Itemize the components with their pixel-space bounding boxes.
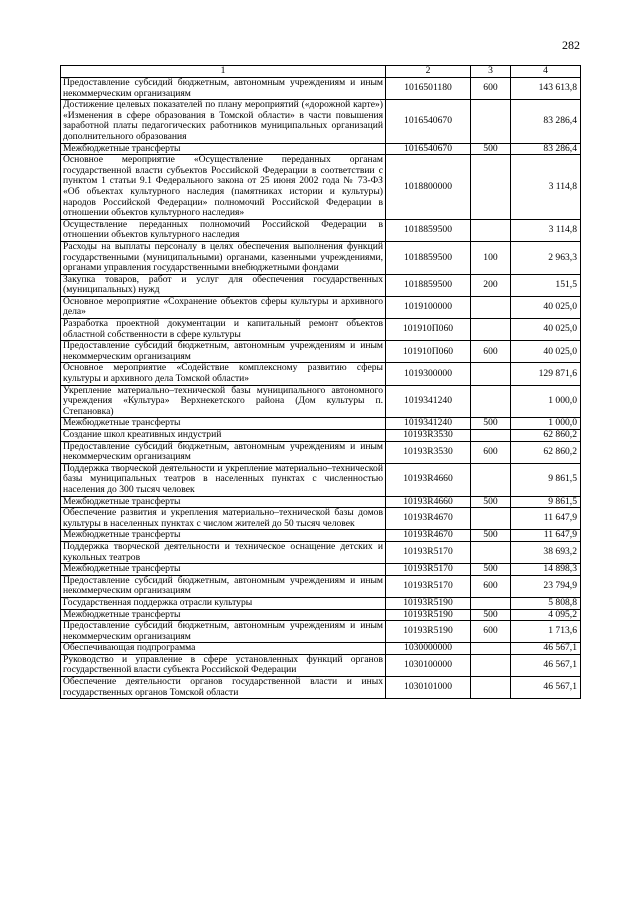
row-name: Обеспечение деятельности органов государственной власти и иных государственных органов Томской области: [61, 677, 386, 699]
row-code: 1016540670: [386, 143, 471, 155]
row-expense-type: [471, 597, 511, 609]
row-name: Руководство и управление в сфере установленных функций органов государственной власти субъекта Российской Федерации: [61, 654, 386, 676]
page-number: 282: [562, 38, 580, 52]
table-row: [61, 155, 581, 220]
row-code: 101910П060: [386, 319, 471, 341]
row-amount: 83 286,4: [511, 100, 581, 143]
table-row: [61, 496, 581, 508]
row-name: Разработка проектной документации и капитальный ремонт объектов областной собственности в сфере культуры: [61, 319, 386, 341]
row-code: 10193R3530: [386, 430, 471, 442]
table-row: [61, 430, 581, 442]
row-amount: 1 713,6: [511, 621, 581, 643]
row-expense-type: 600: [471, 441, 511, 463]
table-row: [61, 530, 581, 542]
row-name: Межбюджетные трансферты: [61, 143, 386, 155]
row-code: 1019100000: [386, 296, 471, 318]
row-code: 1016501180: [386, 78, 471, 100]
row-name: Межбюджетные трансферты: [61, 418, 386, 430]
row-expense-type: [471, 463, 511, 496]
row-name: Предоставление субсидий бюджетным, автономным учреждениям и иным некоммерческим организациям: [61, 441, 386, 463]
row-expense-type: 500: [471, 609, 511, 621]
header-row: [61, 66, 581, 78]
row-code: 1018859500: [386, 274, 471, 296]
row-amount: 40 025,0: [511, 296, 581, 318]
header-col-3: 3: [471, 66, 511, 78]
table-row: [61, 100, 581, 143]
row-code: 10193R3530: [386, 441, 471, 463]
row-code: 1018859500: [386, 219, 471, 241]
row-amount: 9 861,5: [511, 496, 581, 508]
row-amount: 2 963,3: [511, 241, 581, 274]
row-expense-type: [471, 385, 511, 418]
row-code: 10193R4660: [386, 496, 471, 508]
row-name: Предоставление субсидий бюджетным, автономным учреждениям и иным некоммерческим организациям: [61, 78, 386, 100]
row-name: Укрепление материально–технической базы муниципального автономного учреждения «Культура» Верхнекетского района (Дом культуры п. Степановка): [61, 385, 386, 418]
row-name: Основное мероприятие «Сохранение объектов сферы культуры и архивного дела»: [61, 296, 386, 318]
row-expense-type: [471, 155, 511, 220]
row-name: Создание школ креативных индустрий: [61, 430, 386, 442]
table-row: [61, 241, 581, 274]
table-row: [61, 385, 581, 418]
row-name: Межбюджетные трансферты: [61, 609, 386, 621]
row-name: Основное мероприятие «Осуществление переданных органам государственной власти субъектов Российской Федерации в соответствии с пунктом 1 статьи 9.1 Федерального закона от 25 июня 2002 года № 73-ФЗ «Об объектах культурного наследия (памятниках истории и культуры) народов Российской Федерации» полномочий Российской Федерации в отношении объектов культурного наследия»: [61, 155, 386, 220]
row-expense-type: [471, 541, 511, 563]
row-name: Расходы на выплаты персоналу в целях обеспечения выполнения функций государственными (муниципальными) органами, казенными учреждениями, органами управления государственными внебюджетными фондами: [61, 241, 386, 274]
row-amount: 62 860,2: [511, 441, 581, 463]
row-code: 10193R5190: [386, 597, 471, 609]
row-expense-type: 500: [471, 143, 511, 155]
row-name: Предоставление субсидий бюджетным, автономным учреждениям и иным некоммерческим организациям: [61, 575, 386, 597]
row-expense-type: 500: [471, 496, 511, 508]
row-name: Обеспечение развития и укрепления материально–технической базы домов культуры в населенных пунктах с числом жителей до 50 тысяч человек: [61, 508, 386, 530]
row-amount: 1 000,0: [511, 418, 581, 430]
row-code: 1030101000: [386, 677, 471, 699]
row-name: Обеспечивающая подпрограмма: [61, 643, 386, 655]
row-code: 1030100000: [386, 654, 471, 676]
row-code: 10193R4670: [386, 508, 471, 530]
row-code: 10193R4660: [386, 463, 471, 496]
row-expense-type: 600: [471, 78, 511, 100]
table-row: [61, 341, 581, 363]
row-expense-type: [471, 677, 511, 699]
row-expense-type: [471, 643, 511, 655]
table-row: [61, 463, 581, 496]
row-code: 1030000000: [386, 643, 471, 655]
budget-table: [60, 65, 581, 699]
row-expense-type: 600: [471, 341, 511, 363]
row-amount: 23 794,9: [511, 575, 581, 597]
row-amount: 40 025,0: [511, 319, 581, 341]
row-expense-type: 600: [471, 575, 511, 597]
row-expense-type: 100: [471, 241, 511, 274]
table-row: [61, 319, 581, 341]
row-amount: 143 613,8: [511, 78, 581, 100]
table-row: [61, 219, 581, 241]
row-name: Основное мероприятие «Содействие комплексному развитию сферы культуры и архивного дела Томской области»: [61, 363, 386, 385]
row-expense-type: [471, 100, 511, 143]
row-name: Межбюджетные трансферты: [61, 530, 386, 542]
table-row: [61, 78, 581, 100]
row-code: 10193R5190: [386, 609, 471, 621]
table-row: [61, 508, 581, 530]
table-row: [61, 643, 581, 655]
row-amount: 38 693,2: [511, 541, 581, 563]
row-name: Поддержка творческой деятельности и техническое оснащение детских и кукольных театров: [61, 541, 386, 563]
row-amount: 9 861,5: [511, 463, 581, 496]
row-expense-type: [471, 508, 511, 530]
row-code: 10193R5170: [386, 564, 471, 576]
table-row: [61, 575, 581, 597]
row-amount: 46 567,1: [511, 677, 581, 699]
row-name: Предоставление субсидий бюджетным, автономным учреждениям и иным некоммерческим организациям: [61, 341, 386, 363]
row-code: 1018859500: [386, 241, 471, 274]
row-amount: 4 095,2: [511, 609, 581, 621]
row-code: 10193R5190: [386, 621, 471, 643]
row-expense-type: [471, 296, 511, 318]
header-col-2: 2: [386, 66, 471, 78]
row-amount: 11 647,9: [511, 508, 581, 530]
row-amount: 62 860,2: [511, 430, 581, 442]
table-row: [61, 363, 581, 385]
table-row: [61, 621, 581, 643]
row-expense-type: 500: [471, 418, 511, 430]
row-code: 1019341240: [386, 418, 471, 430]
table-row: [61, 541, 581, 563]
row-code: 1018800000: [386, 155, 471, 220]
row-expense-type: 200: [471, 274, 511, 296]
row-expense-type: [471, 319, 511, 341]
row-code: 1019341240: [386, 385, 471, 418]
table-row: [61, 609, 581, 621]
table-row: [61, 274, 581, 296]
row-amount: 46 567,1: [511, 643, 581, 655]
row-amount: 3 114,8: [511, 155, 581, 220]
row-expense-type: [471, 219, 511, 241]
row-amount: 40 025,0: [511, 341, 581, 363]
row-name: Достижение целевых показателей по плану мероприятий («дорожной картe») «Изменения в сфере образования в Томской области» в части повышения заработной платы педагогических работников муниципальных организаций дополнительного образования: [61, 100, 386, 143]
row-expense-type: 600: [471, 621, 511, 643]
row-amount: 1 000,0: [511, 385, 581, 418]
row-amount: 83 286,4: [511, 143, 581, 155]
row-code: 10193R4670: [386, 530, 471, 542]
header-col-4: 4: [511, 66, 581, 78]
row-name: Поддержка творческой деятельности и укрепление материально–технической базы муниципальных театров в населенных пунктах с численностью населения до 300 тысяч человек: [61, 463, 386, 496]
table-row: [61, 654, 581, 676]
row-name: Государственная поддержка отрасли культуры: [61, 597, 386, 609]
table-row: [61, 418, 581, 430]
table-row: [61, 597, 581, 609]
row-code: 10193R5170: [386, 541, 471, 563]
row-amount: 11 647,9: [511, 530, 581, 542]
row-name: Закупка товаров, работ и услуг для обеспечения государственных (муниципальных) нужд: [61, 274, 386, 296]
row-code: 101910П060: [386, 341, 471, 363]
row-name: Межбюджетные трансферты: [61, 564, 386, 576]
row-amount: 5 808,8: [511, 597, 581, 609]
row-code: 1019300000: [386, 363, 471, 385]
row-amount: 3 114,8: [511, 219, 581, 241]
row-amount: 129 871,6: [511, 363, 581, 385]
row-amount: 151,5: [511, 274, 581, 296]
row-code: 10193R5170: [386, 575, 471, 597]
table-row: [61, 677, 581, 699]
row-name: Межбюджетные трансферты: [61, 496, 386, 508]
row-expense-type: [471, 654, 511, 676]
row-expense-type: [471, 363, 511, 385]
table-row: [61, 564, 581, 576]
header-col-1: 1: [61, 66, 386, 78]
row-expense-type: [471, 430, 511, 442]
row-expense-type: 500: [471, 530, 511, 542]
row-name: Осуществление переданных полномочий Российской Федерации в отношении объектов культурного наследия: [61, 219, 386, 241]
table-row: [61, 296, 581, 318]
row-name: Предоставление субсидий бюджетным, автономным учреждениям и иным некоммерческим организациям: [61, 621, 386, 643]
table-row: [61, 143, 581, 155]
row-amount: 46 567,1: [511, 654, 581, 676]
row-code: 1016540670: [386, 100, 471, 143]
row-expense-type: 500: [471, 564, 511, 576]
table-row: [61, 441, 581, 463]
row-amount: 14 898,3: [511, 564, 581, 576]
